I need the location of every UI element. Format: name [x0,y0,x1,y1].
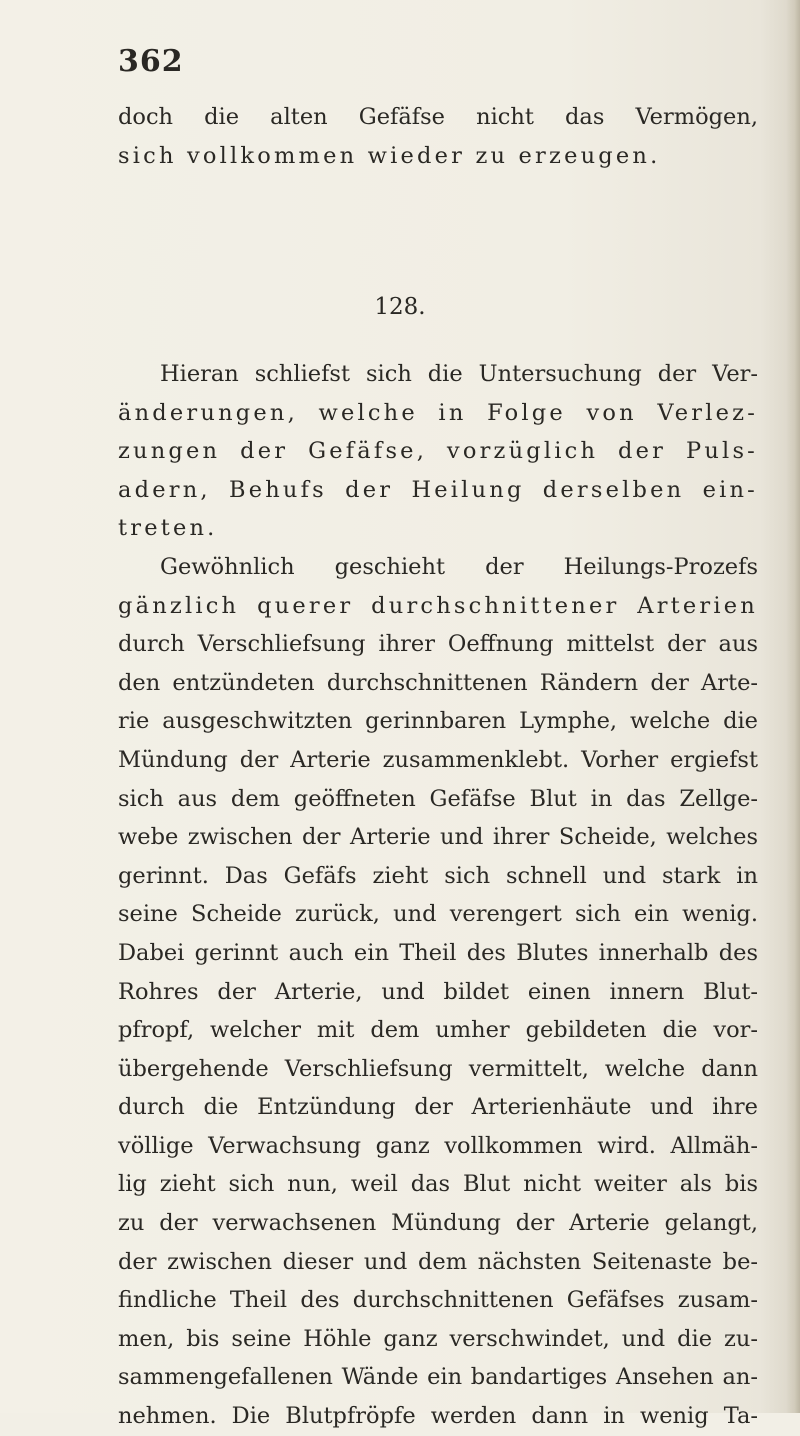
text-line: der zwischen dieser und dem nächsten Seitenaste be- [118,1248,758,1275]
text-line: men, bis seine Höhle ganz verschwindet, und die zu- [118,1325,758,1352]
text-line: pfropf, welcher mit dem umher gebildeten die vor- [118,1017,758,1044]
text-line: sich aus dem geöffneten Gefäfse Blut in das Zellge- [118,785,758,812]
text-line: Mündung der Arterie zusammenklebt. Vorher ergiefst [118,746,758,773]
text-line: Dabei gerinnt auch ein Theil des Blutes innerhalb des [118,939,758,966]
text-line: zungen der Gefäfse, vorzüglich der Puls- [118,438,758,465]
text-line: Gewöhnlich geschieht der Heilungs-Prozefs [160,553,758,580]
text-line: änderungen, welche in Folge von Verlez- [118,399,758,426]
text-line: Rohres der Arterie, und bildet einen innern Blut- [118,978,758,1005]
text-line: findliche Theil des durchschnittenen Gefäfses zusam- [118,1287,758,1314]
text-line: Hieran schliefst sich die Untersuchung der Ver- [160,361,758,387]
text-line: doch die alten Gefäfse nicht das Vermögen, [118,104,758,130]
text-line: völlige Verwachsung ganz vollkommen wird. Allmäh- [118,1132,758,1159]
text-line: seine Scheide zurück, und verengert sich ein wenig. [118,901,758,928]
page-number: 362 [118,44,184,79]
text-line: den entzündeten durchschnittenen Rändern der Arte- [118,669,758,696]
text-line: durch Verschliefsung ihrer Oeffnung mittelst der aus [118,631,758,658]
text-line: rie ausgeschwitzten gerinnbaren Lymphe, welche die [118,708,758,735]
text-line: zu der verwachsenen Mündung der Arterie gelangt, [118,1210,758,1237]
text-line: sammengefallenen Wände ein bandartiges Ansehen an- [118,1364,758,1391]
text-line: nehmen. Die Blutpfröpfe werden dann in wenig Ta- [118,1403,758,1430]
text-line: treten. [118,515,218,542]
section-body [118,355,758,1436]
text-line: sich vollkommen wieder zu erzeugen. [118,142,661,169]
page-edge-shadow [786,0,800,1413]
continued-paragraph [118,98,758,175]
section-number: 128. [374,294,426,320]
text-line: adern, Behufs der Heilung derselben ein- [118,476,758,503]
text-line: gerinnt. Das Gefäfs zieht sich schnell und stark in [118,862,758,889]
text-line: gänzlich querer durchschnittener Arterien [118,592,758,619]
text-line: übergehende Verschliefsung vermittelt, welche dann [118,1055,758,1082]
text-line: lig zieht sich nun, weil das Blut nicht weiter als bis [118,1171,758,1198]
text-line: webe zwischen der Arterie und ihrer Scheide, welches [118,824,758,851]
text-line: durch die Entzündung der Arterienhäute und ihre [118,1094,758,1121]
